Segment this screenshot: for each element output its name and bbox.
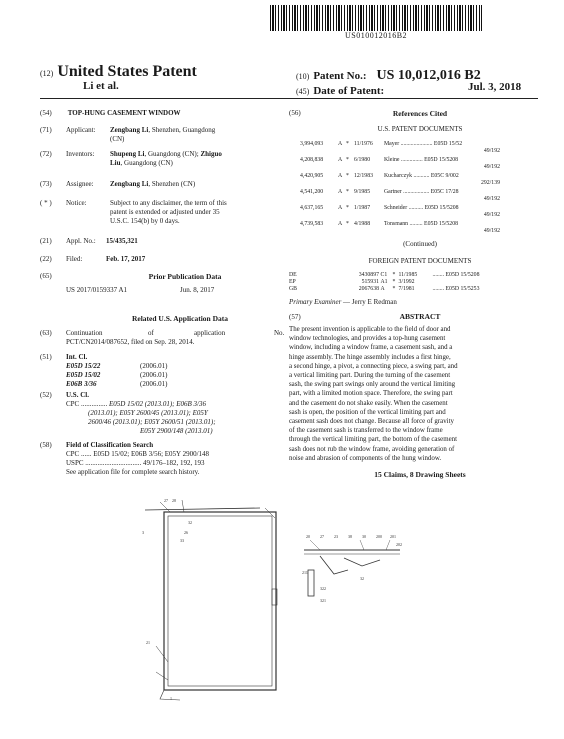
list-item: 4,208,838 A * 6/1980 Kleine ............... E05D 15/5208 49/192 (300, 157, 500, 170)
primary-examiner: Primary Examiner — Jerry E Redman (289, 298, 397, 306)
abstract-heading: ABSTRACT (399, 312, 441, 321)
leader-line (360, 540, 364, 550)
field-63: (63) Continuation of application No. PCT/CN2014/087652, filed on Sep. 28, 2014. (40, 329, 285, 346)
figure-label: 20 (306, 534, 310, 539)
field-notice: ( * ) Notice: Subject to any disclaimer, the term of this patent is extended or adjusted under 35 U.S.C. 154(b) by 0 days. (40, 199, 227, 225)
figure-hinge-detail (300, 530, 410, 610)
field-56-code: (56) (289, 109, 301, 117)
list-item: DE 3430897 C1 * 11/1985 ........ E05D 15/5208 (289, 272, 480, 278)
figure-label: 32 (360, 576, 364, 581)
field-58: (58) Field of Classification Search CPC ...... E05D 15/02; E06B 3/56; E05Y 2900/148 USPC ................................ 49/176–182, 192, 193 See application file for complete search history. (40, 441, 210, 476)
figure-label: 27 (164, 498, 168, 503)
patent-number-line: (10) Patent No.: US 10,012,016 B2 (296, 68, 481, 83)
figure-label: 38 (348, 534, 352, 539)
list-item: GB 2067638 A * 7/1981 ........ E05D 15/5253 (289, 286, 480, 292)
field-54: (54) TOP-HUNG CASEMENT WINDOW (40, 109, 181, 117)
connecting-piece (344, 558, 380, 566)
int-cl-row: E05D 15/22 (66, 362, 101, 370)
field-65-code: (65) (40, 272, 52, 280)
field-72: (72) Inventors: Shupeng Li, Guangdong (CN); Zhiguo Liu, Guangdong (CN) (40, 150, 222, 167)
figure-label: 321 (320, 598, 326, 603)
figure-label: 21 (146, 640, 150, 645)
int-cl-version: (2006.01) (140, 371, 168, 379)
leader-line (182, 500, 184, 512)
continued-note: (Continued) (403, 240, 437, 248)
leader-line (156, 672, 168, 680)
prior-pub-heading: Prior Publication Data (148, 272, 222, 281)
leader-line (156, 646, 168, 662)
field-51: (51) Int. Cl. (40, 353, 88, 361)
list-item: 4,637,165 A * 1/1987 Schneider .......... E05D 15/5208 49/192 (300, 205, 500, 218)
header-rule (40, 98, 538, 99)
figure-label: 211 (302, 570, 308, 575)
int-cl-row: E05D 15/02 (66, 371, 101, 379)
us-cl-cpc: CPC ............... E05D 15/02 (2013.01); E06B 3/36 (2013.01); E05Y 2600/45 (2013.01); E05Y 2600/46 (2013.01); E05Y 2600/51 (2013.01); E05Y 2900/148 (2013.01) (66, 400, 216, 435)
swing-part (320, 556, 348, 574)
barcode-number: US010012016B2 (344, 31, 408, 40)
figure-label: 23 (334, 534, 338, 539)
patent-date: Jul. 3, 2018 (468, 81, 522, 93)
int-cl-version: (2006.01) (140, 380, 168, 388)
list-item: EP 515931 A1 * 3/1992 (289, 279, 415, 285)
top-rail (145, 508, 260, 510)
leader-line (386, 540, 390, 550)
figure-label: 200 (376, 534, 382, 539)
us-docs-heading: U.S. PATENT DOCUMENTS (377, 125, 463, 133)
related-heading: Related U.S. Application Data (131, 314, 229, 323)
date-line: (45) Date of Patent: (296, 85, 385, 97)
foreign-docs-heading: FOREIGN PATENT DOCUMENTS (368, 257, 472, 265)
barcode (270, 5, 482, 31)
field-21: (21) Appl. No.: 15/435,321 (40, 237, 138, 245)
field-22: (22) Filed: Feb. 17, 2017 (40, 255, 146, 263)
list-item: 4,420,905 A * 12/1983 Kucharczyk ........... E05C 9/002 292/139 (300, 173, 500, 186)
figure-window-drawing (140, 494, 290, 708)
leader-line (160, 502, 170, 512)
prior-pub-date: Jun. 8, 2017 (180, 286, 215, 294)
field-71: (71) Applicant: Zengbang Li, Shenzhen, Guangdong (CN) (40, 126, 216, 143)
refs-heading: References Cited (392, 109, 448, 118)
field-73: (73) Assignee: Zengbang Li, Shenzhen (CN) (40, 180, 196, 188)
figure-label: 32 (188, 520, 192, 525)
field-52: (52) U.S. Cl. (40, 391, 89, 399)
authors: Li et al. (83, 80, 119, 92)
int-cl-row: E06B 3/36 (66, 380, 97, 388)
list-item: 4,541,200 A * 9/1985 Gartner .................. E05C 17/28 49/192 (300, 189, 500, 202)
figure-label: 33 (180, 538, 184, 543)
abstract-body: The present invention is applicable to the field of door and window technologies, and provides a top-hung casement window, including a window frame, a casement sash, and a hinge assembly. The hinge assembly includes a first hinge, a second hinge, a pivot, a connecting piece, a swing part, and a vertical limiting part. During the turning of the casement sash, the swing part swings only around the vertical limiting part, with a limited motion space. Therefore, the swing part and the casement do not shake easily. When the casement sash is open, the position of the vertical limiting part and casement sash does not change. Because all force of gravity of the casement sash is transferred to the window frame through the vertical limiting part, the bottom of the casement sash does not rub the window frame, avoiding generation of noise and abrasion of components of the hung window. (289, 326, 458, 462)
us-refs-list (300, 141, 540, 235)
patent-header-left: (12) United States Patent (40, 63, 197, 80)
claims-summary: 15 Claims, 8 Drawing Sheets (374, 470, 466, 479)
figure-label: 28 (172, 498, 176, 503)
figure-label: 30 (362, 534, 366, 539)
leader-line (310, 540, 320, 550)
figure-label: 3 (142, 530, 144, 535)
vertical-limiting-part (308, 570, 314, 596)
list-item: 4,739,583 A * 4/1988 Tonsmann ......... E05D 15/5208 49/192 (300, 221, 500, 234)
patent-number: US 10,012,016 B2 (376, 68, 481, 83)
figure-label: 26 (184, 530, 188, 535)
prior-pub-number: US 2017/0159337 A1 (66, 286, 128, 294)
field-57-code: (57) (289, 313, 301, 321)
figure-label: 322 (320, 586, 326, 591)
figure-label: 1 (170, 696, 172, 701)
figure-label: 201 (390, 534, 396, 539)
patent-title: United States Patent (57, 63, 197, 80)
foreign-refs-list (289, 272, 541, 293)
int-cl-version: (2006.01) (140, 362, 168, 370)
list-item: 3,994,093 A * 11/1976 Mayer ...................... E05D 15/52 49/192 (300, 141, 500, 154)
figure-label: 27 (320, 534, 324, 539)
leader-line (265, 508, 275, 518)
figure-label: 202 (396, 542, 402, 547)
